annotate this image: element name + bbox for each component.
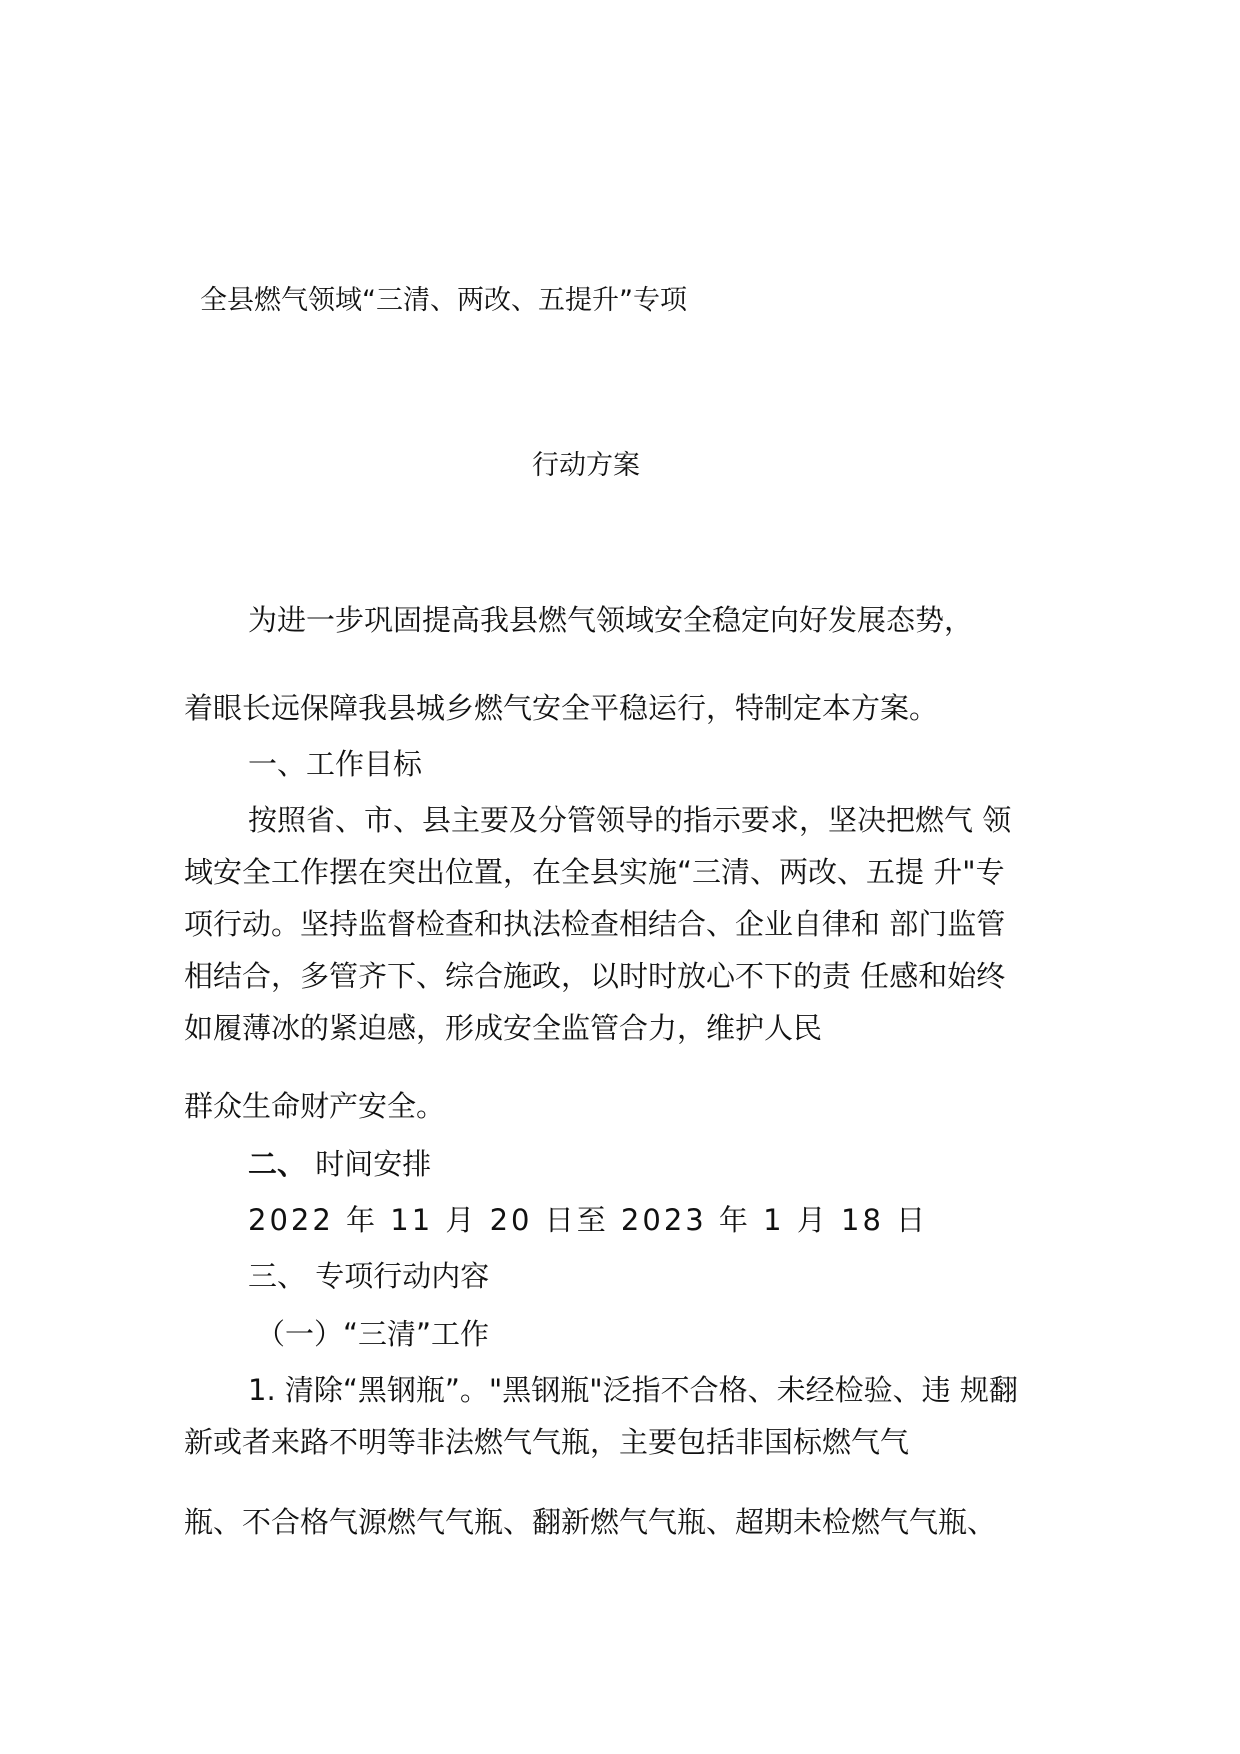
section-1-paragraph-line: 项行动。坚持监督检查和执法检查相结合、企业自律和 部门监管: [184, 907, 1006, 941]
section-1-paragraph-line: 相结合，多管齐下、综合施政，以时时放心不下的责 任感和始终: [184, 959, 1006, 993]
section-2-number: 二、: [248, 1147, 307, 1181]
subsection-1-paragraph-line: 新或者来路不明等非法燃气气瓶，主要包括非国标燃气气: [184, 1425, 910, 1459]
section-1-paragraph-line: 如履薄冰的紧迫感，形成安全监管合力，维护人民: [184, 1011, 823, 1045]
section-1-paragraph-line: 域安全工作摆在突出位置，在全县实施“三清、两改、五提 升"专: [184, 855, 1005, 889]
section-2-date-range: 2022 年 11 月 20 日至 2023 年 1 月 18 日: [248, 1203, 929, 1237]
section-3-heading: 三、 专项行动内容: [248, 1259, 490, 1293]
document-title-line-2: 行动方案: [532, 450, 640, 481]
subsection-1-heading: （一）“三清”工作: [256, 1317, 490, 1351]
subsection-1-paragraph-line: 1. 清除“黑钢瓶”。"黑钢瓶"泛指不合格、未经检验、违 规翻: [248, 1373, 1018, 1407]
section-1-paragraph-line: 按照省、市、县主要及分管领导的指示要求，坚决把燃气 领: [248, 803, 1012, 837]
intro-paragraph-line-2: 着眼长远保障我县城乡燃气安全平稳运行，特制定本方案。: [184, 691, 939, 725]
section-1-heading: 一、工作目标: [248, 747, 423, 781]
intro-paragraph-line-1: 为进一步巩固提高我县燃气领域安全稳定向好发展态势，: [248, 603, 974, 637]
section-1-paragraph-line: 群众生命财产安全。: [184, 1089, 446, 1123]
section-2-heading: [248, 1146, 431, 1182]
document-title-line-1: 全县燃气领域“三清、两改、五提升”专项: [200, 285, 687, 316]
section-2-title: 时间安排: [315, 1147, 432, 1181]
subsection-1-paragraph-line: 瓶、不合格气源燃气气瓶、翻新燃气气瓶、超期未检燃气气瓶、: [184, 1505, 997, 1539]
